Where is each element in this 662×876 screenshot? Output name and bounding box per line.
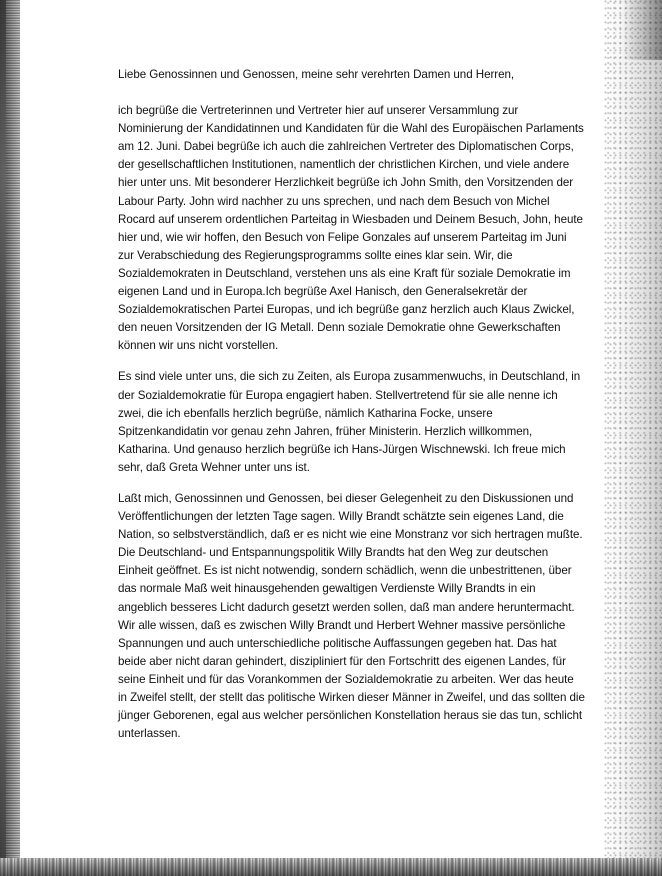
paragraph-1 bbox=[118, 102, 588, 355]
text-line: Es sind viele unter uns, die sich zu Zeiten, als Europa zusammenwuchs, in Deutschland, in bbox=[118, 370, 581, 384]
text-line: der gesellschaftlichen Institutionen, namentlich der christlichen Kirchen, und viele andere bbox=[118, 158, 570, 172]
paragraph-3 bbox=[118, 490, 588, 743]
scan-edge-right bbox=[604, 0, 662, 876]
paragraph-2 bbox=[118, 368, 588, 477]
text-line: der Sozialdemokratie für Europa engagiert haben. Stellvertretend für sie alle nenne ich bbox=[118, 388, 558, 402]
letter-body bbox=[118, 66, 588, 743]
text-line: Sozialdemokraten in Deutschland, verstehen uns als eine Kraft für soziale Demokratie im bbox=[118, 266, 571, 280]
text-line: Rocard auf unserem ordentlichen Parteitag in Wiesbaden und Deinem Besuch, John, heute bbox=[118, 212, 583, 226]
text-line: Veröffentlichungen der letzten Tage sagen. Willy Brandt schätzte sein eigenes Land, die bbox=[118, 510, 564, 524]
text-line: Spannungen und auch unterschiedliche politische Auffassungen gegeben hat. Das hat bbox=[118, 636, 557, 650]
text-line: Nation, so selbstverständlich, daß er es nicht wie eine Monstranz vor sich hertragen mußte. bbox=[118, 528, 583, 542]
text-line: sehr, daß Greta Wehner unter uns ist. bbox=[118, 460, 310, 474]
text-line: Laßt mich, Genossinnen und Genossen, bei dieser Gelegenheit zu den Diskussionen und bbox=[118, 491, 574, 505]
text-line: zur Verabschiedung des Regierungsprogramms sollte eines klar sein. Wir, die bbox=[118, 248, 513, 262]
text-line: beide aber nicht daran gehindert, diszipliniert für den Fortschritt des eigenen Landes, für bbox=[118, 654, 566, 668]
text-line: ich begrüße die Vertreterinnen und Vertreter hier auf unserer Versammlung zur bbox=[118, 104, 519, 118]
text-line: Katharina. Und genauso herzlich begrüße ich Hans-Jürgen Wischnewski. Ich freue mich bbox=[118, 442, 566, 456]
text-line: Einheit geöffnet. Es ist nicht notwendig, sondern schädlich, wenn die unbestrittenen, über bbox=[118, 564, 572, 578]
text-line: den neuen Vorsitzenden der IG Metall. Denn soziale Demokratie ohne Gewerkschaften bbox=[118, 321, 561, 335]
text-line: Die Deutschland- und Entspannungspolitik Willy Brandts hat den Weg zur deutschen bbox=[118, 546, 549, 560]
scan-edge-left-dark bbox=[0, 0, 6, 876]
text-line: jünger Geborenen, egal aus welcher persönlichen Konstellation heraus sie das tun, schlicht bbox=[118, 709, 583, 723]
text-line: können wir uns nicht vorstellen. bbox=[118, 339, 279, 353]
text-line: angeblich besseres Licht dadurch gesetzt werden sollen, daß man andere heruntermacht. bbox=[118, 600, 575, 614]
text-line: Nominierung der Kandidatinnen und Kandidaten für die Wahl des Europäischen Parlaments bbox=[118, 122, 584, 136]
salutation: Liebe Genossinnen und Genossen, meine sehr verehrten Damen und Herren, bbox=[118, 68, 515, 81]
text-line: Spitzenkandidatin vor genau zehn Jahren, früher Ministerin. Herzlich willkommen, bbox=[118, 424, 533, 438]
text-line: seine Einheit und für das Vorankommen der Sozialdemokratie zu arbeiten. Wer das heute bbox=[118, 672, 574, 686]
text-line: Wir alle wissen, daß es zwischen Willy Brandt und Herbert Wehner massive persönliche bbox=[118, 618, 566, 632]
text-line: eigenen Land und in Europa.Ich begrüße Axel Hanisch, den Generalsekretär der bbox=[118, 285, 528, 299]
text-line: in Zweifel stellt, der stellt das politische Wirken dieser Männer in Zweifel, und das sollten die bbox=[118, 691, 585, 704]
text-line: Labour Party. John wird nachher zu uns sprechen, und nach dem Besuch von Michel bbox=[118, 194, 550, 208]
text-line: zwei, die ich ebenfalls herzlich begrüße, nämlich Katharina Focke, unsere bbox=[118, 406, 493, 420]
text-line: das normale Maß weit hinausgehenden gewaltigen Verdienste Willy Brandts in ein bbox=[118, 582, 536, 596]
text-line: hier und, wie wir hoffen, den Besuch von Felipe Gonzales auf unserem Parteitag im Juni bbox=[118, 230, 567, 244]
scan-edge-right-top bbox=[622, 0, 662, 60]
scan-edge-bottom bbox=[0, 858, 662, 876]
text-line: hier unter uns. Mit besonderer Herzlichkeit begrüße ich John Smith, den Vorsitzenden der bbox=[118, 176, 574, 190]
text-line: unterlassen. bbox=[118, 727, 181, 741]
text-line: am 12. Juni. Dabei begrüße ich auch die zahlreichen Vertreter des Diplomatischen Corps, bbox=[118, 140, 574, 154]
text-line: Sozialdemokratischen Partei Europas, und ich begrüße ganz herzlich auch Klaus Zwickel, bbox=[118, 303, 575, 317]
